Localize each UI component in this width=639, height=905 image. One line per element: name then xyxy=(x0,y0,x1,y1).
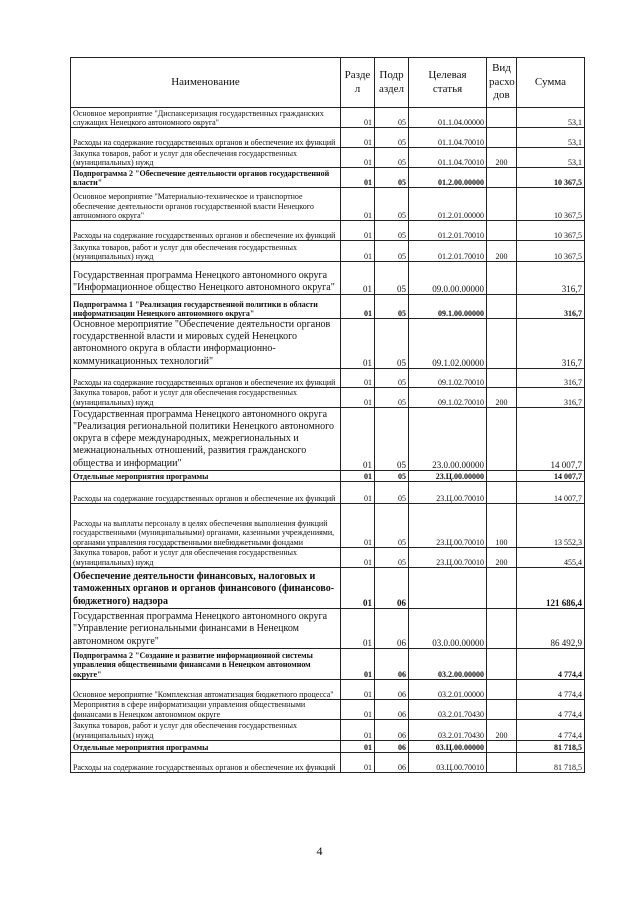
row-expense-type: 100 xyxy=(487,503,517,547)
row-expense-type xyxy=(487,679,517,699)
row-podrazdel: 05 xyxy=(375,148,409,168)
row-sum: 53,1 xyxy=(517,108,585,128)
row-sum: 81 718,5 xyxy=(517,740,585,752)
row-expense-type xyxy=(487,608,517,648)
row-name: Государственная программа Ненецкого автономного округа "Реализация региональной политики Ненецкого автономного округа в сфере международных, межрегиональных и межнациональных отношений, развития гражданского общества и информации" xyxy=(71,407,341,470)
row-name: Мероприятия в сфере информатизации управления общественными финансами в Ненецком автономном округе xyxy=(71,699,341,719)
page-number: 4 xyxy=(316,844,323,858)
row-target-article: 01.2.00.00000 xyxy=(409,168,487,188)
row-podrazdel: 05 xyxy=(375,188,409,221)
row-razdel: 01 xyxy=(341,407,375,470)
row-expense-type xyxy=(487,319,517,369)
table-row xyxy=(71,567,585,608)
row-expense-type xyxy=(487,168,517,188)
row-podrazdel: 05 xyxy=(375,128,409,148)
table-row xyxy=(71,148,585,168)
header-sum: Сумма xyxy=(517,58,585,108)
row-target-article: 03.2.01.70430 xyxy=(409,699,487,719)
table-row xyxy=(71,470,585,481)
row-name: Основное мероприятие "Диспансеризация государственных гражданских служащих Ненецкого автономного округа" xyxy=(71,108,341,128)
row-expense-type xyxy=(487,221,517,241)
row-name: Подпрограмма 2 "Создание и развитие информационной системы управления общественными финансами в Ненецком автономном округе" xyxy=(71,648,341,679)
row-name: Подпрограмма 1 "Реализация государственной политики в области информатизации Ненецкого автономного округа" xyxy=(71,295,341,319)
row-name: Основное мероприятие "Обеспечение деятельности органов государственной власти и мировых судей Ненецкого автономного округа в области информационно-коммуникационных технологий" xyxy=(71,319,341,369)
row-podrazdel: 05 xyxy=(375,295,409,319)
row-target-article: 03.2.01.00000 xyxy=(409,679,487,699)
row-sum: 13 552,3 xyxy=(517,503,585,547)
row-name: Расходы на выплаты персоналу в целях обеспечения выполнения функций государственными (муниципальными) органами, казенными учреждениями, органами управления государственными внебюджетными фондами xyxy=(71,503,341,547)
row-target-article: 03.2.00.00000 xyxy=(409,648,487,679)
table-row xyxy=(71,719,585,740)
row-sum: 10 367,5 xyxy=(517,188,585,221)
row-target-article: 01.2.01.70010 xyxy=(409,221,487,241)
table-row xyxy=(71,221,585,241)
row-razdel: 01 xyxy=(341,262,375,295)
table-row xyxy=(71,295,585,319)
row-expense-type xyxy=(487,699,517,719)
table-row xyxy=(71,547,585,567)
row-razdel: 01 xyxy=(341,547,375,567)
row-expense-type xyxy=(487,128,517,148)
row-expense-type: 200 xyxy=(487,241,517,262)
row-podrazdel: 05 xyxy=(375,368,409,387)
row-name: Расходы на содержание государственных органов и обеспечение их функций xyxy=(71,752,341,772)
row-podrazdel: 05 xyxy=(375,470,409,481)
row-target-article: 01.2.01.70010 xyxy=(409,241,487,262)
row-razdel: 01 xyxy=(341,168,375,188)
row-target-article: 01.1.04.70010 xyxy=(409,148,487,168)
header-podrazdel: Подр аздел xyxy=(375,58,409,108)
row-name: Подпрограмма 2 "Обеспечение деятельности органов государственной власти" xyxy=(71,168,341,188)
row-name: Закупка товаров, работ и услуг для обеспечения государственных (муниципальных) нужд xyxy=(71,241,341,262)
row-razdel: 01 xyxy=(341,679,375,699)
row-name: Отдельные мероприятия программы xyxy=(71,470,341,481)
table-row xyxy=(71,752,585,772)
table-row xyxy=(71,262,585,295)
row-razdel: 01 xyxy=(341,648,375,679)
row-razdel: 01 xyxy=(341,108,375,128)
row-expense-type xyxy=(487,295,517,319)
table-row xyxy=(71,188,585,221)
row-sum: 10 367,5 xyxy=(517,241,585,262)
row-target-article: 01.1.04.00000 xyxy=(409,108,487,128)
row-name: Расходы на содержание государственных органов и обеспечение их функций xyxy=(71,481,341,503)
row-target-article: 01.1.04.70010 xyxy=(409,128,487,148)
budget-table xyxy=(70,57,585,773)
row-podrazdel: 05 xyxy=(375,168,409,188)
table-row xyxy=(71,387,585,407)
row-podrazdel: 06 xyxy=(375,567,409,608)
row-podrazdel: 06 xyxy=(375,608,409,648)
row-sum: 81 718,5 xyxy=(517,752,585,772)
row-name: Государственная программа Ненецкого автономного округа "Информационное общество Ненецкого автономного округа" xyxy=(71,262,341,295)
row-podrazdel: 06 xyxy=(375,679,409,699)
row-target-article: 03.2.01.70430 xyxy=(409,719,487,740)
table-row xyxy=(71,503,585,547)
row-sum: 316,7 xyxy=(517,368,585,387)
row-sum: 10 367,5 xyxy=(517,221,585,241)
row-sum: 14 007,7 xyxy=(517,470,585,481)
row-razdel: 01 xyxy=(341,295,375,319)
row-target-article: 09.1.02.70010 xyxy=(409,387,487,407)
table-header-row xyxy=(71,58,585,108)
row-razdel: 01 xyxy=(341,752,375,772)
row-name: Основное мероприятие "Материально-техническое и транспортное обеспечение деятельности органов государственной власти Ненецкого автономного округа" xyxy=(71,188,341,221)
row-name: Государственная программа Ненецкого автономного округа "Управление региональными финансами в Ненецком автономном округе" xyxy=(71,608,341,648)
row-podrazdel: 05 xyxy=(375,241,409,262)
row-expense-type xyxy=(487,407,517,470)
table-row xyxy=(71,108,585,128)
row-target-article: 03.Ц.00.70010 xyxy=(409,752,487,772)
row-sum: 121 686,4 xyxy=(517,567,585,608)
row-sum: 4 774,4 xyxy=(517,679,585,699)
row-podrazdel: 05 xyxy=(375,221,409,241)
row-target-article: 23.0.00.00000 xyxy=(409,407,487,470)
row-podrazdel: 05 xyxy=(375,262,409,295)
row-expense-type xyxy=(487,481,517,503)
row-expense-type: 200 xyxy=(487,387,517,407)
row-target-article: 23.Ц.00.70010 xyxy=(409,547,487,567)
row-target-article: 03.0.00.00000 xyxy=(409,608,487,648)
row-podrazdel: 06 xyxy=(375,719,409,740)
row-podrazdel: 05 xyxy=(375,503,409,547)
row-sum: 53,1 xyxy=(517,128,585,148)
row-name: Закупка товаров, работ и услуг для обеспечения государственных (муниципальных) нужд xyxy=(71,148,341,168)
row-expense-type xyxy=(487,368,517,387)
row-target-article: 09.1.02.00000 xyxy=(409,319,487,369)
row-target-article xyxy=(409,567,487,608)
row-sum: 4 774,4 xyxy=(517,648,585,679)
row-razdel: 01 xyxy=(341,221,375,241)
row-podrazdel: 05 xyxy=(375,481,409,503)
row-target-article: 01.2.01.00000 xyxy=(409,188,487,221)
row-expense-type xyxy=(487,648,517,679)
row-expense-type xyxy=(487,188,517,221)
row-expense-type xyxy=(487,567,517,608)
row-name: Обеспечение деятельности финансовых, налоговых и таможенных органов и органов финансового (финансово-бюджетного) надзора xyxy=(71,567,341,608)
table-row xyxy=(71,168,585,188)
row-target-article: 09.1.00.00000 xyxy=(409,295,487,319)
row-podrazdel: 06 xyxy=(375,752,409,772)
row-sum: 455,4 xyxy=(517,547,585,567)
table-row xyxy=(71,407,585,470)
row-name: Отдельные мероприятия программы xyxy=(71,740,341,752)
table-row xyxy=(71,608,585,648)
row-expense-type xyxy=(487,752,517,772)
row-expense-type: 200 xyxy=(487,148,517,168)
row-podrazdel: 05 xyxy=(375,108,409,128)
header-expense-type: Вид расхо дов xyxy=(487,58,517,108)
row-sum: 14 007,7 xyxy=(517,407,585,470)
row-name: Закупка товаров, работ и услуг для обеспечения государственных (муниципальных) нужд xyxy=(71,719,341,740)
row-razdel: 01 xyxy=(341,319,375,369)
row-podrazdel: 05 xyxy=(375,387,409,407)
row-podrazdel: 06 xyxy=(375,699,409,719)
row-sum: 14 007,7 xyxy=(517,481,585,503)
header-razdel: Разде л xyxy=(341,58,375,108)
row-sum: 4 774,4 xyxy=(517,699,585,719)
row-expense-type xyxy=(487,108,517,128)
row-sum: 4 774,4 xyxy=(517,719,585,740)
table-row xyxy=(71,740,585,752)
row-sum: 316,7 xyxy=(517,295,585,319)
row-razdel: 01 xyxy=(341,470,375,481)
row-sum: 316,7 xyxy=(517,387,585,407)
row-expense-type: 200 xyxy=(487,547,517,567)
row-razdel: 01 xyxy=(341,188,375,221)
row-target-article: 23.Ц.00.70010 xyxy=(409,481,487,503)
row-podrazdel: 06 xyxy=(375,740,409,752)
row-podrazdel: 05 xyxy=(375,407,409,470)
row-razdel: 01 xyxy=(341,148,375,168)
row-target-article: 09.0.00.00000 xyxy=(409,262,487,295)
row-razdel: 01 xyxy=(341,719,375,740)
row-expense-type xyxy=(487,470,517,481)
row-podrazdel: 05 xyxy=(375,319,409,369)
row-name: Закупка товаров, работ и услуг для обеспечения государственных (муниципальных) нужд xyxy=(71,547,341,567)
table-row xyxy=(71,128,585,148)
budget-document xyxy=(70,57,584,773)
row-expense-type: 200 xyxy=(487,719,517,740)
table-row xyxy=(71,368,585,387)
table-row xyxy=(71,699,585,719)
row-sum: 86 492,9 xyxy=(517,608,585,648)
row-target-article: 03.Ц.00.00000 xyxy=(409,740,487,752)
row-razdel: 01 xyxy=(341,241,375,262)
row-razdel: 01 xyxy=(341,387,375,407)
row-target-article: 23.Ц.00.70010 xyxy=(409,503,487,547)
row-podrazdel: 05 xyxy=(375,547,409,567)
row-sum: 10 367,5 xyxy=(517,168,585,188)
row-expense-type xyxy=(487,262,517,295)
row-razdel: 01 xyxy=(341,128,375,148)
table-row xyxy=(71,648,585,679)
row-name: Закупка товаров, работ и услуг для обеспечения государственных (муниципальных) нужд xyxy=(71,387,341,407)
row-razdel: 01 xyxy=(341,608,375,648)
table-row xyxy=(71,679,585,699)
row-target-article: 23.Ц.00.00000 xyxy=(409,470,487,481)
table-row xyxy=(71,481,585,503)
row-razdel: 01 xyxy=(341,567,375,608)
row-razdel: 01 xyxy=(341,368,375,387)
row-razdel: 01 xyxy=(341,503,375,547)
row-sum: 53,1 xyxy=(517,148,585,168)
row-name: Расходы на содержание государственных органов и обеспечение их функций xyxy=(71,368,341,387)
row-expense-type xyxy=(487,740,517,752)
table-row xyxy=(71,319,585,369)
row-target-article: 09.1.02.70010 xyxy=(409,368,487,387)
header-target-article: Целевая статья xyxy=(409,58,487,108)
table-row xyxy=(71,241,585,262)
row-name: Основное мероприятие "Комплексная автоматизация бюджетного процесса" xyxy=(71,679,341,699)
row-name: Расходы на содержание государственных органов и обеспечение их функций xyxy=(71,128,341,148)
row-razdel: 01 xyxy=(341,481,375,503)
row-razdel: 01 xyxy=(341,699,375,719)
row-name: Расходы на содержание государственных органов и обеспечение их функций xyxy=(71,221,341,241)
header-name: Наименование xyxy=(71,58,341,108)
row-razdel: 01 xyxy=(341,740,375,752)
row-podrazdel: 06 xyxy=(375,648,409,679)
row-sum: 316,7 xyxy=(517,319,585,369)
row-sum: 316,7 xyxy=(517,262,585,295)
